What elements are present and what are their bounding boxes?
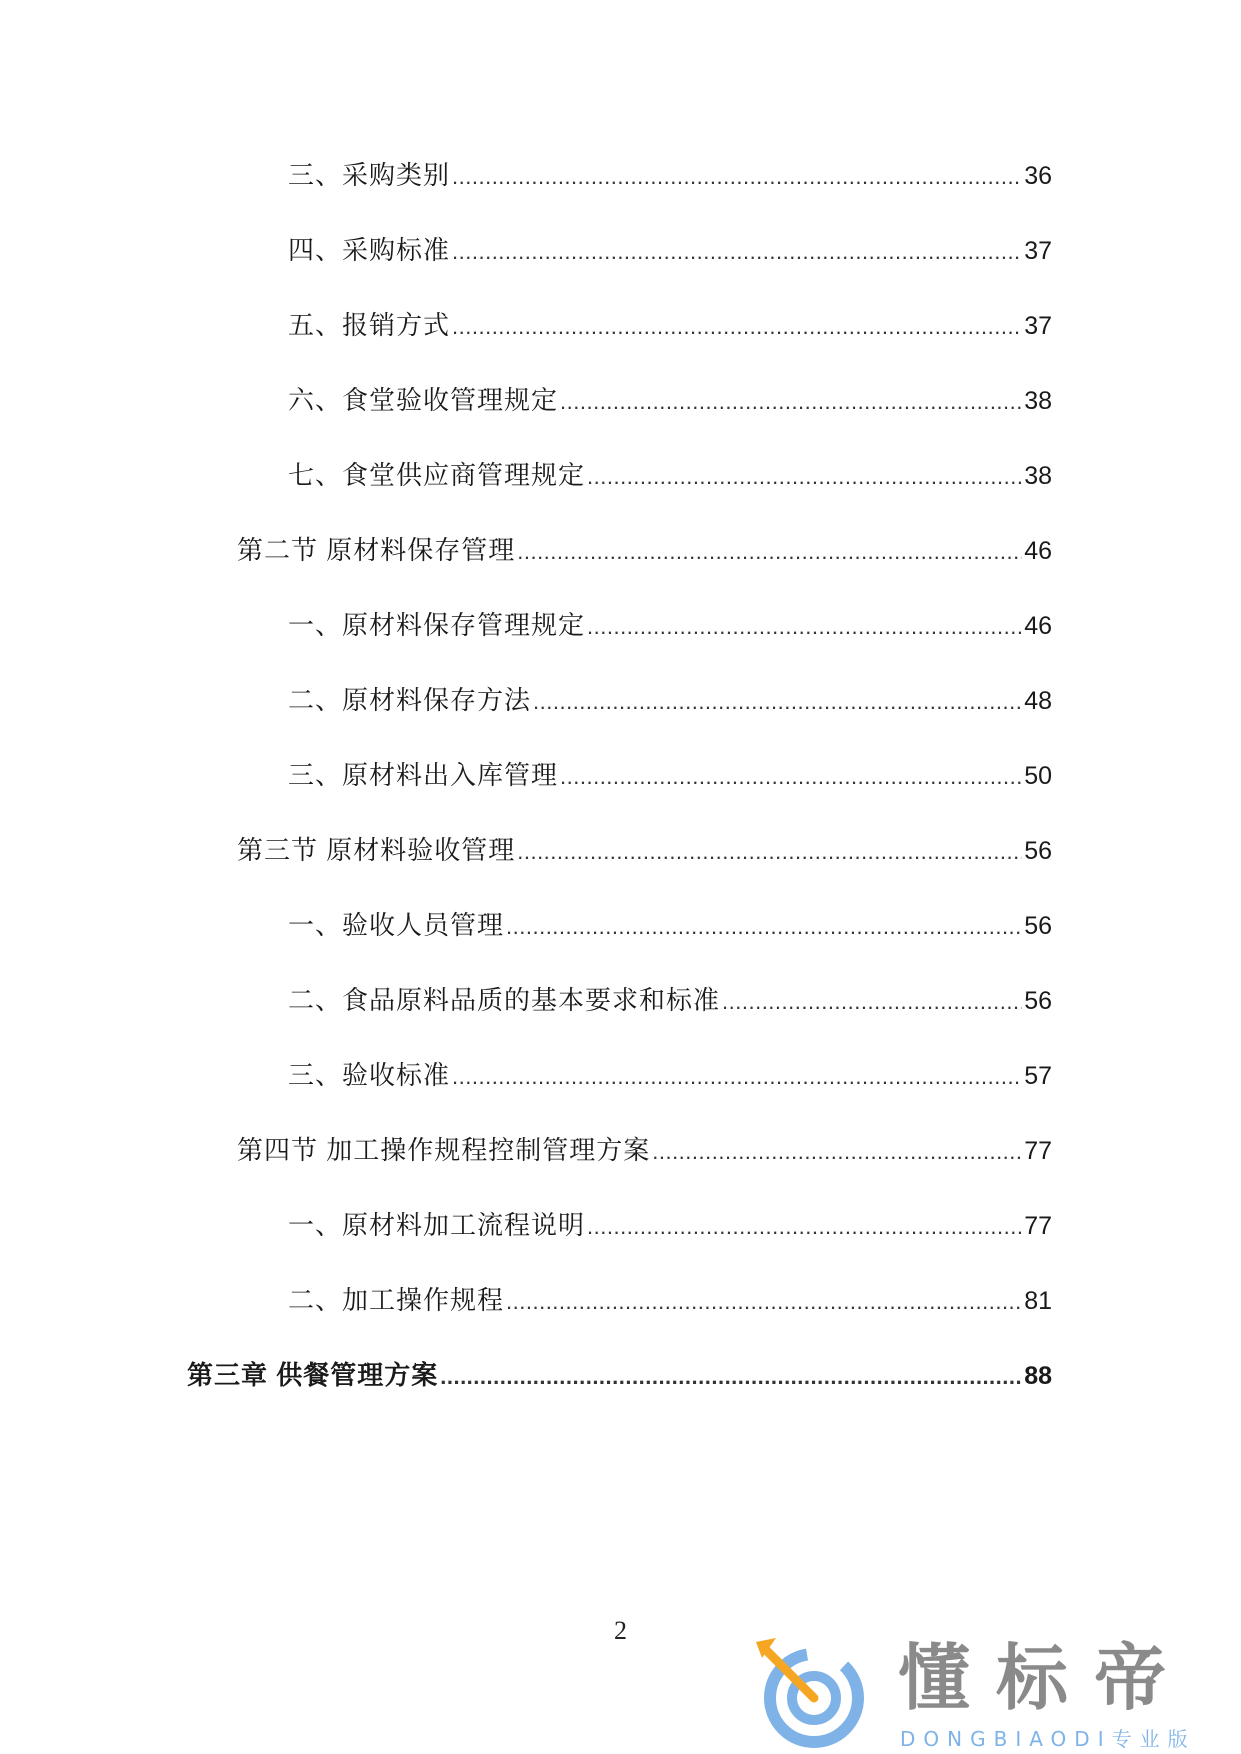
toc-entry-page: 77 bbox=[1024, 1137, 1052, 1165]
toc-dot-leader bbox=[560, 757, 1022, 795]
toc-entry-title: 二、食品原料品质的基本要求和标准 bbox=[288, 985, 721, 1015]
toc-dot-leader bbox=[560, 382, 1022, 420]
toc-entry[interactable] bbox=[288, 607, 1052, 643]
watermark bbox=[740, 1630, 1210, 1754]
toc-dot-leader bbox=[587, 457, 1022, 495]
toc-entry-page: 36 bbox=[1024, 162, 1052, 190]
toc-entry-title: 第三章 供餐管理方案 bbox=[187, 1360, 439, 1390]
toc-dot-leader bbox=[652, 1132, 1022, 1170]
toc-entry[interactable] bbox=[288, 382, 1052, 418]
toc-entry-title: 第四节 加工操作规程控制管理方案 bbox=[237, 1135, 651, 1165]
toc-chapter-entry[interactable] bbox=[187, 1357, 1052, 1393]
toc-entry-title: 六、食堂验收管理规定 bbox=[288, 385, 559, 415]
toc-entry[interactable] bbox=[288, 1282, 1052, 1318]
toc-entry[interactable] bbox=[288, 457, 1052, 493]
page-number: 2 bbox=[614, 1616, 627, 1645]
toc-entry[interactable] bbox=[288, 232, 1052, 268]
toc-dot-leader bbox=[506, 1282, 1022, 1320]
toc-entry[interactable] bbox=[288, 1207, 1052, 1243]
toc-entry-title: 一、原材料保存管理规定 bbox=[288, 610, 586, 640]
toc-entry-page: 48 bbox=[1024, 687, 1052, 715]
toc-entry[interactable] bbox=[288, 307, 1052, 343]
toc-entry-title: 第三节 原材料验收管理 bbox=[237, 835, 516, 865]
toc-entry-title: 二、原材料保存方法 bbox=[288, 685, 532, 715]
toc-entry-page: 56 bbox=[1024, 987, 1052, 1015]
watermark-subtitle: DONGBIAODI专业版 bbox=[900, 1727, 1196, 1751]
toc-entry-page: 56 bbox=[1024, 912, 1052, 940]
toc-entry-title: 三、验收标准 bbox=[288, 1060, 451, 1090]
toc-entry-page: 38 bbox=[1024, 462, 1052, 490]
toc-entry-title: 四、采购标准 bbox=[288, 235, 451, 265]
toc-entry-title: 三、原材料出入库管理 bbox=[288, 760, 559, 790]
toc-entry-page: 56 bbox=[1024, 837, 1052, 865]
watermark-brand: 懂标帝 bbox=[898, 1636, 1193, 1720]
toc-dot-leader bbox=[722, 982, 1022, 1020]
target-arrow-icon bbox=[750, 1634, 870, 1749]
toc-dot-leader bbox=[452, 232, 1022, 270]
toc-dot-leader bbox=[517, 832, 1022, 870]
toc-entry-title: 二、加工操作规程 bbox=[288, 1285, 505, 1315]
toc-entry[interactable] bbox=[288, 1057, 1052, 1093]
toc-dot-leader bbox=[452, 157, 1022, 195]
toc-dot-leader bbox=[506, 907, 1022, 945]
toc-entry-page: 50 bbox=[1024, 762, 1052, 790]
toc-dot-leader bbox=[517, 532, 1022, 570]
toc-entry-title: 五、报销方式 bbox=[288, 310, 451, 340]
toc-section-entry[interactable] bbox=[237, 532, 1052, 568]
toc-entry-page: 57 bbox=[1024, 1062, 1052, 1090]
toc-entry-page: 38 bbox=[1024, 387, 1052, 415]
toc-entry-title: 第二节 原材料保存管理 bbox=[237, 535, 516, 565]
toc-dot-leader bbox=[587, 607, 1022, 645]
toc-dot-leader bbox=[440, 1357, 1022, 1395]
toc-entry-title: 七、食堂供应商管理规定 bbox=[288, 460, 586, 490]
toc-entry[interactable] bbox=[288, 757, 1052, 793]
toc-section-entry[interactable] bbox=[237, 1132, 1052, 1168]
toc-entry[interactable] bbox=[288, 157, 1052, 193]
toc-entry[interactable] bbox=[288, 907, 1052, 943]
toc-entry-page: 37 bbox=[1024, 312, 1052, 340]
toc-entry-page: 77 bbox=[1024, 1212, 1052, 1240]
toc-entry-title: 一、验收人员管理 bbox=[288, 910, 505, 940]
toc-dot-leader bbox=[452, 307, 1022, 345]
toc-dot-leader bbox=[587, 1207, 1022, 1245]
toc-dot-leader bbox=[533, 682, 1022, 720]
toc-entry-title: 一、原材料加工流程说明 bbox=[288, 1210, 586, 1240]
toc-dot-leader bbox=[452, 1057, 1022, 1095]
toc-entry-page: 81 bbox=[1024, 1287, 1052, 1315]
toc-entry-page: 46 bbox=[1024, 537, 1052, 565]
toc-entry[interactable] bbox=[288, 982, 1052, 1018]
toc-entry-title: 三、采购类别 bbox=[288, 160, 451, 190]
toc-entry[interactable] bbox=[288, 682, 1052, 718]
toc-entry-page: 37 bbox=[1024, 237, 1052, 265]
toc-section-entry[interactable] bbox=[237, 832, 1052, 868]
toc-entry-page: 46 bbox=[1024, 612, 1052, 640]
toc-entry-page: 88 bbox=[1024, 1362, 1052, 1390]
